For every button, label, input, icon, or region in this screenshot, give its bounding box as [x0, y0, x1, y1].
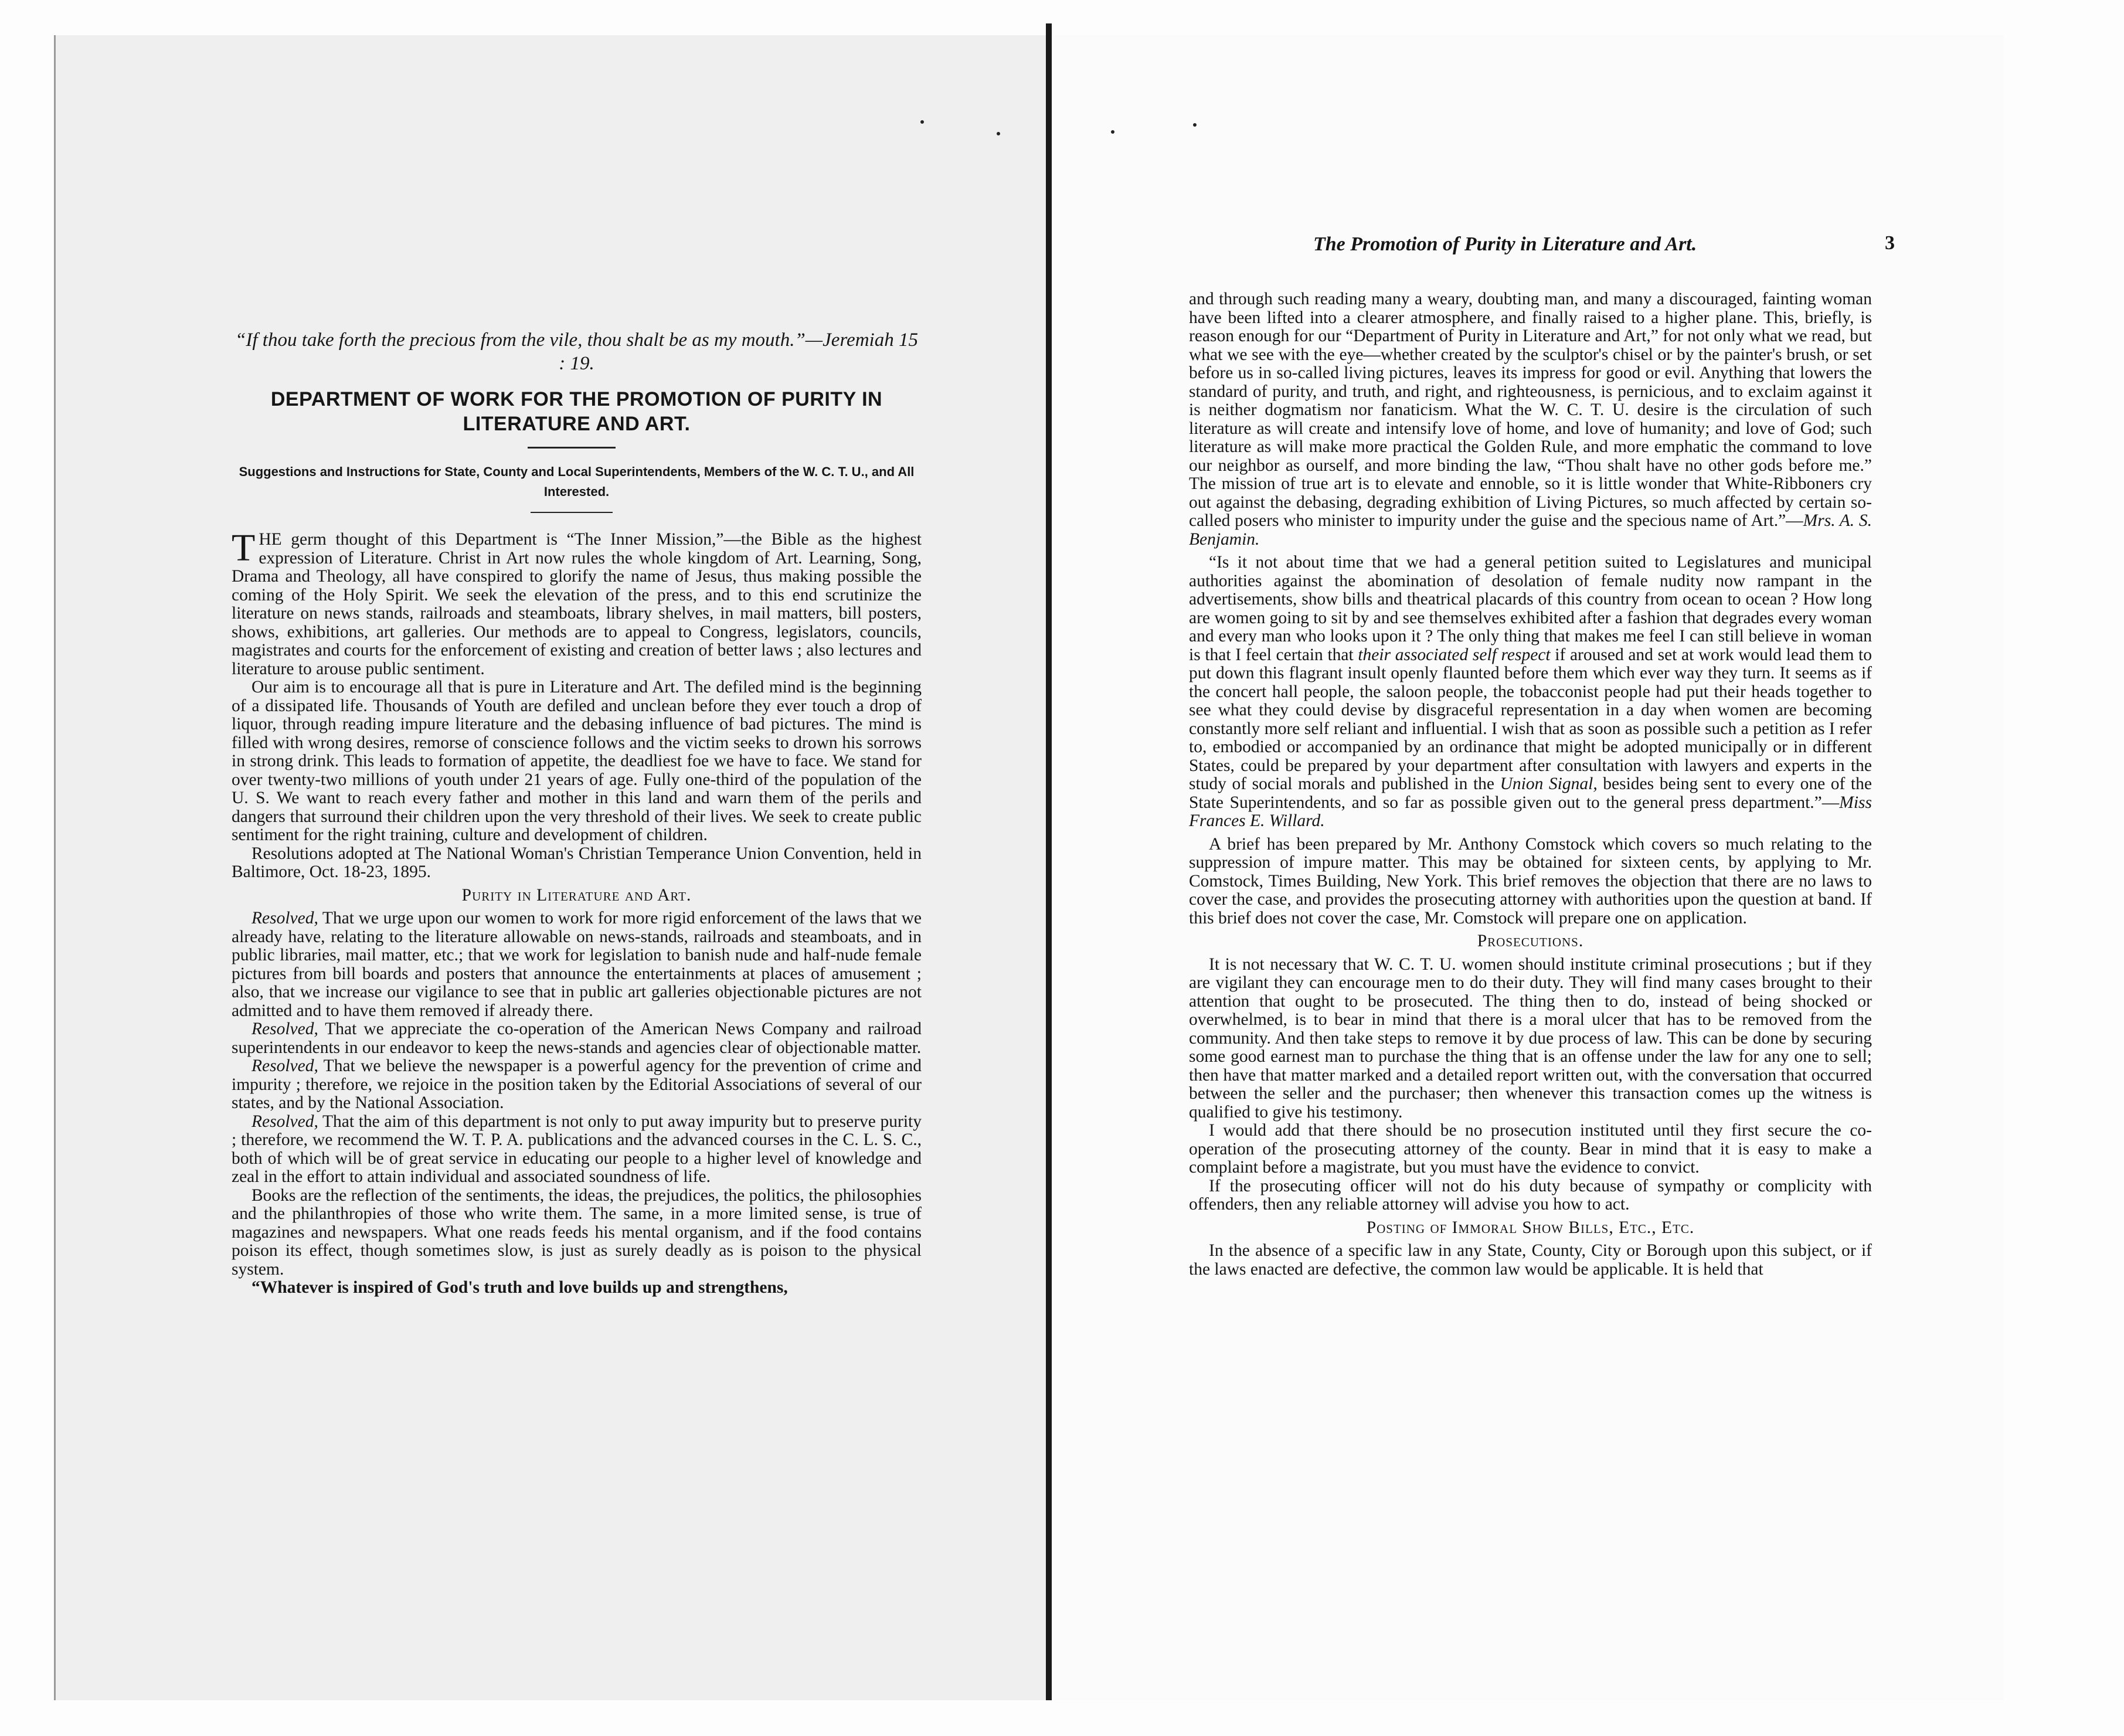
divider: [531, 512, 613, 513]
paragraph-text: and through such reading many a weary, doubting man, and many a discouraged, fainting woman have been lifted into a clearer atmosphere, and finally raised to a higher plane. This, briefly, is reason enough for our “Department of Purity in Literature and Art,” for not only what we read, but what we see with the eye—whether created by the sculptor's chisel or by the painter's brush, or set before us in so-called living pictures, leaves its impress for good or evil. Anything that lowers the standard of purity, and truth, and right, and righteousness, is pernicious, and to exclaim against it is neither dogmatism nor fanaticism. What the W. C. T. U. desire is the circulation of such literature as will create and intensify love of home, and love of humanity; and love of God; such literature as will make more practical the Golden Rule, and more emphatic the command to love our neighbor as ourself, and more binding the law, “Thou shalt have no other gods before me.” The mission of true art is to elevate and ennoble, so it is little wonder that White-Ribboners cry out against the debasing, degrading exhibition of Living Pictures, so much affected by certain so-called posers who minister to impurity under the guise and the specious name of Art.”—: [1189, 290, 1872, 530]
attribution: Miss Frances E. Willard.: [1189, 793, 1872, 830]
paragraph-text: besides being sent to every one of the State Superintendents, and so far as possible given out to the general press department.”—: [1189, 774, 1872, 812]
resolution: [232, 909, 922, 1020]
right-column: [1189, 290, 1872, 1279]
publication-name: Union Signal,: [1500, 774, 1598, 793]
paragraph: Books are the reflection of the sentiments, the ideas, the prejudices, the politics, the philosophies and the philanthropies of those who write them. The same, in a more limited sense, is true of magazines and newspapers. What one reads feeds his mental organism, and if the food contains poison its effect, though sometimes slow, is just as surely deadly as is poison to the physical system.: [232, 1185, 922, 1279]
paragraph-text: if aroused and set at work would lead them to put down this flagrant insult openly flaunted before them which ever way they turn. It seems as if the concert hall people, the saloon people, the tobacconist people had put their heads together to see what they could devise by disgraceful representation in a day when women are becoming constantly more self reliant and influential. I wish that as soon as possible such a petition as I refer to, embodied or accompanied by an ordinance that might be adopted municipally or in different States, could be prepared by your department after consultation with lawyers and experts in the study of social morals and published in the: [1189, 645, 1872, 793]
section-heading-prosecutions: Prosecutions.: [1477, 932, 1584, 950]
paragraph: I would add that there should be no prosecution instituted until they first secure the co-operation of the prosecuting attorney of the county. Bear in mind that it is easy to make a complaint before a magistrate, but you must have the evidence to convict.: [1189, 1121, 1872, 1177]
paragraph: “Whatever is inspired of God's truth and love builds up and strengthens,: [252, 1278, 788, 1297]
resolved-label: Resolved,: [252, 1020, 318, 1038]
paragraph: A brief has been prepared by Mr. Anthony Comstock which covers so much relating to the suppression of impure matter. This may be obtained for sixteen cents, by applying to Mr. Comstock, Times Building, New York. This brief removes the objection that there are no laws to cover the case, and provides the prosecuting attorney with authorities upon the question at band. If this brief does not cover the case, Mr. Comstock will prepare one on application.: [1189, 834, 1872, 928]
resolution: [232, 1113, 922, 1187]
emphasis: their associated self respect: [1358, 645, 1551, 664]
paragraph-text: HE germ thought of this Department is “The Inner Mission,”—the Bible as the highest expression of Literature. Christ in Art now rules the whole kingdom of Art. Learning, Song, Drama and Theology, all have conspired to glorify the name of Jesus, thus making possible the coming of the Holy Spirit. We seek the elevation of the press, and to this end scrutinize the literature on news stands, railroads and steamboats, library shelves, in mail matters, bill posters, shows, exhibitions, art galleries. Our methods are to appeal to Congress, legislators, councils, magistrates and courts for the enforcement of existing and creation of better laws ; also lectures and literature to arouse public sentiment.: [232, 530, 922, 678]
attribution: Mrs. A. S. Benjamin.: [1189, 511, 1872, 549]
resolution-text: That we believe the newspaper is a powerful agency for the prevention of crime and impurity ; therefore, we rejoice in the position taken by the Editorial Associations of several of our states, and by the National Association.: [232, 1056, 922, 1112]
book-gutter: [1046, 23, 1052, 1700]
intro-paragraph: [232, 526, 922, 678]
paragraph: In the absence of a specific law in any State, County, City or Borough upon this subject, or if the laws enacted are defective, the common law would be applicable. It is held that: [1189, 1241, 1872, 1279]
paragraph: [1189, 290, 1872, 549]
section-heading-posting: Posting of Immoral Show Bills, Etc., Etc.: [1366, 1218, 1695, 1237]
divider: [528, 447, 616, 449]
scan-speck: [1111, 130, 1114, 134]
paragraph: [1189, 553, 1872, 831]
paragraph-text: “Is it not about time that we had a general petition suited to Legislatures and municipal authorities against the abomination of desolation of female nudity now rampant in the advertisements, show bills and theatrical placards of this country from ocean to ocean ? How long are women going to sit by and see themselves exhibited after a fashion that degrades every woman and every man who looks upon it ? The only thing that makes me feel I can still believe in woman is that I feel certain that: [1189, 553, 1872, 664]
resolution-text: That we urge upon our women to work for more rigid enforcement of the laws that we already have, relating to the literature allowable on news-stands, railroads and steamboats, and in public libraries, mail matter, etc.; that we work for legislation to banish nude and half-nude female pictures from bill boards and posters that announce the entertainments at places of amusement ; also, that we increase our vigilance to see that in public art galleries objectionable pictures are not admitted and to have them removed if already there.: [232, 909, 922, 1020]
page-title: DEPARTMENT OF WORK FOR THE PROMOTION OF PURITY IN LITERATURE AND ART.: [270, 388, 883, 435]
resolution: [232, 1020, 922, 1057]
paragraph: Our aim is to encourage all that is pure in Literature and Art. The defiled mind is the beginning of a dissipated life. Thousands of Youth are defiled and unclean before they ever touch a drop of liquor, through reading impure literature and the debasing influence of bad pictures. The mind is filled with wrong desires, remorse of conscience follows and the victim seeks to drown his sorrows in strong drink. This leads to formation of appetite, the deadliest foe we have to face. We stand for over twenty-two millions of youth under 21 years of age. Fully one-third of the population of the U. S. We want to reach every father and mother in this land and warn them of the perils and dangers that surround their children upon the very threshold of their lives. We seek to create public sentiment for the right training, culture and development of children.: [232, 678, 922, 844]
paragraph: If the prosecuting officer will not do his duty because of sympathy or complicity with offenders, then any reliable attorney will advise you how to act.: [1189, 1176, 1872, 1214]
left-column: [232, 526, 922, 1297]
page-number: 3: [1885, 232, 1895, 254]
paragraph: Resolutions adopted at The National Woman's Christian Temperance Union Convention, held in Baltimore, Oct. 18-23, 1895.: [232, 844, 922, 881]
epigraph-quote: “If thou take forth the precious from the vile, thou shalt be as my mouth.”—Jeremiah 15 : 19.: [235, 329, 918, 374]
scan-speck: [1193, 123, 1197, 127]
running-head: The Promotion of Purity in Literature and Art.: [1313, 233, 1697, 255]
resolved-label: Resolved,: [252, 1112, 318, 1131]
resolution: [232, 1057, 922, 1113]
resolution-text: That we appreciate the co-operation of the American News Company and railroad superintendents in our endeavor to keep the news-stands and agencies clear of objectionable matter.: [232, 1020, 922, 1057]
section-heading-purity: Purity in Literature and Art.: [461, 885, 692, 905]
page-subtitle: Suggestions and Instructions for State, County and Local Superintendents, Members of the W. C. T. U., and All Interested.: [239, 464, 915, 499]
scan-speck: [997, 132, 1000, 135]
paragraph: It is not necessary that W. C. T. U. women should institute criminal prosecutions ; but if they are vigilant they can encourage men to do their duty. They will find many cases brought to their attention that ought to be prosecuted. The thing then to do, instead of being shocked or overwhelmed, is to bear in mind that there is a moral ulcer that has to be removed from the community. And then take steps to remove it by due process of law. This can be done by securing some good earnest man to purchase the thing that is an offense under the law for any one to sell; then have that matter marked and a detailed report written out, with the conversation that occurred between the seller and the purchaser; then whenever this transaction comes up the witness is qualified to give his testimony.: [1189, 954, 1872, 1122]
scan-speck: [920, 120, 924, 124]
drop-cap: T: [232, 526, 256, 569]
resolution-text: That the aim of this department is not only to put away impurity but to preserve purity ; therefore, we recommend the W. T. P. A. publications and the advanced courses in the C. L. S. C., both of which will be of great service in educating our people to a higher level of knowledge and zeal in the effort to attain individual and associated soundness of life.: [232, 1112, 922, 1186]
resolved-label: Resolved,: [252, 1056, 318, 1075]
resolved-label: Resolved,: [252, 909, 318, 928]
